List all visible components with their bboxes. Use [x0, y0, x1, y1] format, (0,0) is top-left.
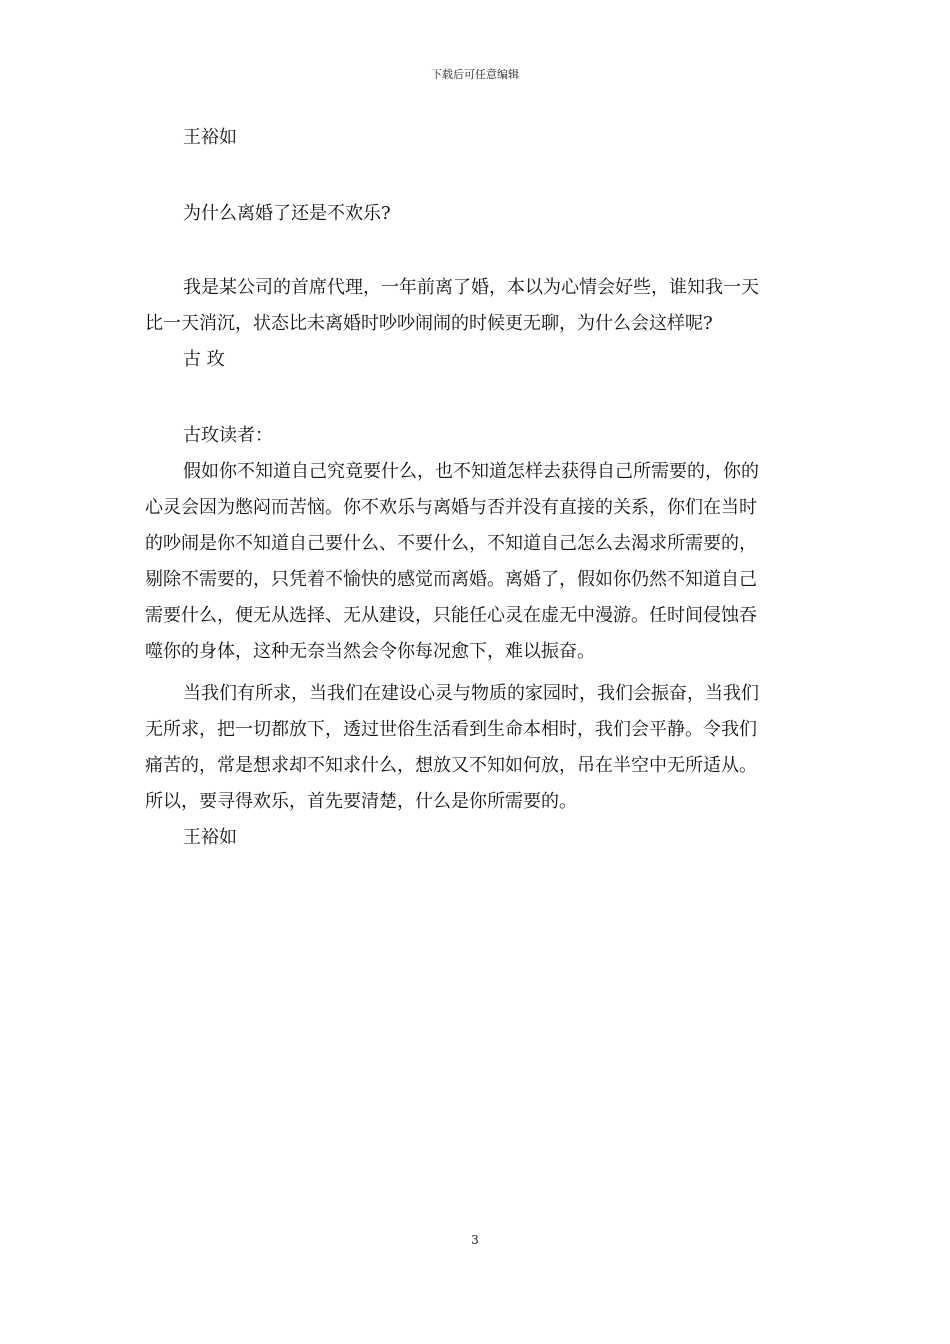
reply-signature: 王裕如	[183, 827, 237, 848]
paragraph-line: 的吵闹是你不知道自己要什么、不要什么，不知道自己怎么去渴求所需要的，	[145, 533, 757, 554]
reply-salutation: 古玫读者：	[183, 425, 273, 446]
author-top-block	[145, 120, 809, 156]
paragraph-line: 痛苦的，常是想求却不知求什么，想放又不知如何放，吊在半空中无所适从。	[145, 755, 757, 776]
author-name-top: 王裕如	[183, 127, 237, 148]
paragraph-line: 当我们有所求，当我们在建设心灵与物质的家园时，我们会振奋，当我们	[183, 683, 759, 704]
paragraph-line: 需要什么，便无从选择、无从建设，只能任心灵在虚无中漫游。任时间侵蚀吞	[145, 605, 757, 626]
paragraph-line: 所以，要寻得欢乐，首先要清楚，什么是你所需要的。	[145, 791, 577, 812]
paragraph-line: 心灵会因为憋闷而苦恼。你不欢乐与离婚与否并没有直接的关系，你们在当时	[145, 497, 757, 518]
reader-question	[145, 270, 809, 378]
paragraph-line: 无所求，把一切都放下，透过世俗生活看到生命本相时，我们会平静。令我们	[145, 719, 757, 740]
question-line: 我是某公司的首席代理，一年前离了婚，本以为心情会好些，谁知我一天	[183, 277, 759, 298]
paragraph-line: 剔除不需要的，只凭着不愉快的感觉而离婚。离婚了，假如你仍然不知道自己	[145, 569, 757, 590]
reply-paragraph-1	[145, 454, 809, 670]
page-header-note: 下载后可任意编辑	[431, 68, 519, 81]
reply-salutation-block	[145, 418, 809, 454]
paragraph-line: 噬你的身体，这种无奈当然会令你每况愈下，难以振奋。	[145, 641, 595, 662]
article-title-block	[145, 196, 809, 232]
document-body	[145, 120, 809, 880]
page-number: 3	[471, 1233, 479, 1247]
reader-signature: 古 玫	[183, 349, 225, 370]
reply-paragraph-2	[145, 676, 809, 856]
paragraph-line: 假如你不知道自己究竟要什么，也不知道怎样去获得自己所需要的，你的	[183, 461, 759, 482]
question-line: 比一天消沉，状态比未离婚时吵吵闹闹的时候更无聊，为什么会这样呢?	[145, 313, 713, 334]
article-title: 为什么离婚了还是不欢乐?	[183, 203, 391, 224]
